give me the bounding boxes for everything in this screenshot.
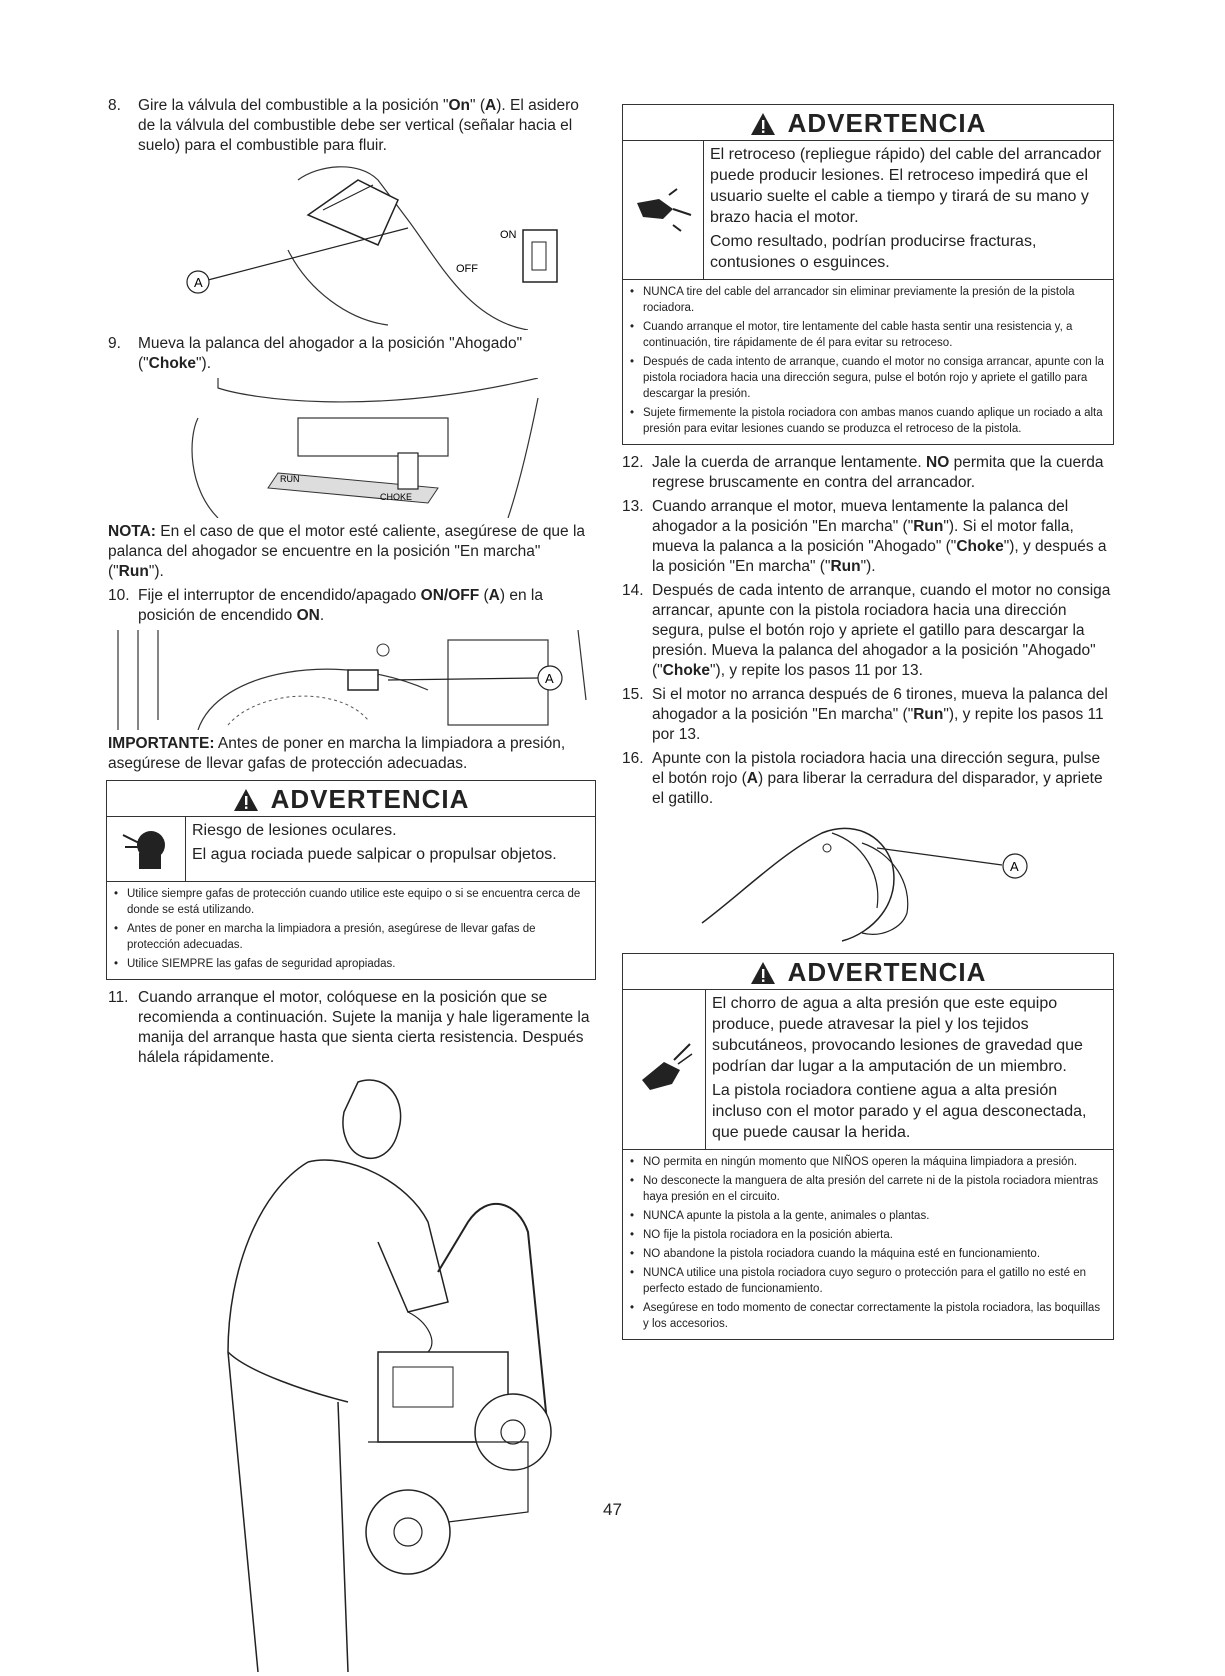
page-number: 47 [603,1500,622,1519]
spray-gun-figure [622,813,1114,943]
warning-bullets [623,280,1113,444]
warning-triangle-icon [233,788,259,812]
on-label: ON [500,229,517,241]
bullet-item: • NUNCA apunte la pistola a la gente, animales o plantas. [629,1208,1107,1224]
bullet-item: • No desconecte la manguera de alta presión del carrete ni de la pistola rociadora mientras haya presión en el circuito. [629,1173,1107,1205]
bullet-item: • Utilice SIEMPRE las gafas de seguridad apropiadas. [113,956,589,972]
warning-box-recoil: ADVERTENCIA El retroceso (repliegue rápido) del cable del arrancador puede producir lesiones. El retroceso impedirá que el usuario suelte el cable a tiempo y tirará de su mano y brazo hacia el motor. Como resultado, podrían producirse fracturas, contusiones o esguinces. • NUNCA tire del cable del arrancador sin eliminar previamente la presión de la pistola rociadora. • Cuando arranque el motor, tire lentamente del cable hasta sentir una resistencia y, a continuación, tire rápidamente de él para evitar su retroceso. • Después de cada intento de arranque, cuando el motor no consiga arrancar, apunte con la pistola rociadora hacia una dirección segura, pulse el botón rojo y apriete el gatillo para descargar la presión. • Sujete firmemente la pistola rociadora con ambas manos cuando aplique un rociado a alta presión para evitar lesiones cuando se produzca el retroceso de la pistola. [622,104,1114,445]
operator-starting-engine-figure [108,1072,596,1672]
left-column [108,96,596,1676]
step-15: 15. Si el motor no arranca después de 6 tirones, mueva la palanca del ahogador a la posición "En marcha" ("Run"), y repite los pasos 11 por 13. [622,686,1108,743]
callout-a: A [545,671,554,686]
fuel-valve-figure [108,160,596,330]
bullet-item: • NUNCA tire del cable del arrancador sin eliminar previamente la presión de la pistola rociadora. [629,284,1107,316]
bullet-item: • NUNCA utilice una pistola rociadora cuyo seguro o protección para el gatillo no esté en perfecto estado de funcionamiento. [629,1265,1107,1297]
callout-a: A [194,275,203,290]
importante: IMPORTANTE: Antes de poner en marcha la limpiadora a presión, asegúrese de llevar gafas de protección adecuadas. [108,735,566,772]
warning-box-injection: ADVERTENCIA El chorro de agua a alta presión que este equipo produce, puede atravesar la piel y los tejidos subcutáneos, provocando lesiones de gravedad que podrían dar lugar a la amputación de un miembro. La pistola rociadora contiene agua a alta presión incluso con el motor parado y el agua desconectada, que puede causar la herida. • NO permita en ningún momento que NIÑOS operen la máquina limpiadora a presión. • No desconecte la manguera de alta presión del carrete ni de la pistola rociadora mientras haya presión en el circuito. • NUNCA apunte la pistola a la gente, animales o plantas. • NO fije la pistola rociadora en la posición abierta. • NO abandone la pistola rociadora cuando la máquina esté en funcionamiento. • NUNCA utilice una pistola rociadora cuyo seguro o protección para el gatillo no esté en perfecto estado de funcionamiento. • Asegúrese en todo momento de conectar correctamente la pistola rociadora, las boquillas y los accesorios. [622,953,1114,1340]
warning-triangle-icon [750,112,776,136]
warning-bullets [623,1150,1113,1339]
choke-lever-figure [108,378,596,518]
warning-title: ADVERTENCIA [623,954,1113,990]
warning-triangle-icon [750,961,776,985]
right-column [622,104,1114,1348]
callout-a: A [1010,859,1019,874]
bullet-item: • Antes de poner en marcha la limpiadora a presión, asegúrese de llevar gafas de protección adecuadas. [113,921,589,953]
bullet-item: • Sujete firmemente la pistola rociadora con ambas manos cuando aplique un rociado a alta presión para evitar lesiones cuando se produzca el retroceso de la pistola. [629,405,1107,437]
step-13: 13. Cuando arranque el motor, mueva lentamente la palanca del ahogador a la posición "En marcha" ("Run"). Si el motor falla, mueva la palanca a la posición "Ahogado" ("Choke"), y después a la posición "En marcha" ("Run"). [622,498,1107,575]
nota: NOTA: En el caso de que el motor esté caliente, asegúrese de que la palanca del ahogador se encuentre en la posición "En marcha" ("Run"). [108,523,586,580]
onoff-switch-figure [108,630,596,730]
step-9: 9. Mueva la palanca del ahogador a la posición "Ahogado" ("Choke"). [108,335,523,372]
bullet-item: • Utilice siempre gafas de protección cuando utilice este equipo o si se encuentra cerca de donde se está utilizando. [113,886,589,918]
warning-box-eye: ADVERTENCIA Riesgo de lesiones oculares. El agua rociada puede salpicar o propulsar objetos. • Utilice siempre gafas de protección cuando utilice este equipo o si se encuentra cerca de donde se está utilizando. • Antes de poner en marcha la limpiadora a presión, asegúrese de llevar gafas de protección adecuadas. • Utilice SIEMPRE las gafas de seguridad apropiadas. [106,780,596,980]
step-16: 16. Apunte con la pistola rociadora hacia una dirección segura, pulse el botón rojo (A) para liberar la cerradura del disparador, y apriete el gatillo. [622,750,1103,807]
skin-injection-icon [623,990,706,1149]
bullet-item: • Después de cada intento de arranque, cuando el motor no consiga arrancar, apunte con la pistola rociadora hacia una dirección segura, pulse el botón rojo y apriete el gatillo para descargar la presión. [629,354,1107,402]
warning-bullets [107,882,595,979]
step-10: 10. Fije el interruptor de encendido/apagado ON/OFF (A) en la posición de encendido ON. [108,587,543,624]
bullet-item: • NO permita en ningún momento que NIÑOS operen la máquina limpiadora a presión. [629,1154,1107,1170]
bullet-item: • NO abandone la pistola rociadora cuando la máquina esté en funcionamiento. [629,1246,1107,1262]
warning-title: ADVERTENCIA [107,781,595,817]
eye-injury-icon [107,817,186,881]
choke-label: CHOKE [380,492,413,502]
bullet-item: • Cuando arranque el motor, tire lentamente del cable hasta sentir una resistencia y, a continuación, tire rápidamente de él para evitar su retroceso. [629,319,1107,351]
bullet-item: • NO fije la pistola rociadora en la posición abierta. [629,1227,1107,1243]
recoil-hand-icon [623,141,704,279]
step-11: 11. Cuando arranque el motor, colóquese en la posición que se recomienda a continuación. Sujete la manija y hale ligeramente la manija del arranque hasta que sienta cierta resistencia. Después hálela rápidamente. [108,989,590,1066]
warning-title: ADVERTENCIA [623,105,1113,141]
step-12: 12. Jale la cuerda de arranque lentamente. NO permita que la cuerda regrese bruscamente en contra del arrancador. [622,454,1104,491]
step-14: 14. Después de cada intento de arranque, cuando el motor no consiga arrancar, apunte con la pistola rociadora hacia una dirección segura, pulse el botón rojo y apriete el gatillo para descargar la presión. Mueva la palanca del ahogador a la posición "Ahogado" ("Choke"), y repite los pasos 11 por 13. [622,582,1111,679]
bullet-item: • Asegúrese en todo momento de conectar correctamente la pistola rociadora, las boquillas y los accesorios. [629,1300,1107,1332]
step-8: 8. Gire la válvula del combustible a la posición "On" (A). El asidero de la válvula del combustible debe ser vertical (señalar hacia el suelo) para el combustible para fluir. [108,97,579,154]
run-label: RUN [280,474,300,484]
off-label: OFF [456,263,478,275]
